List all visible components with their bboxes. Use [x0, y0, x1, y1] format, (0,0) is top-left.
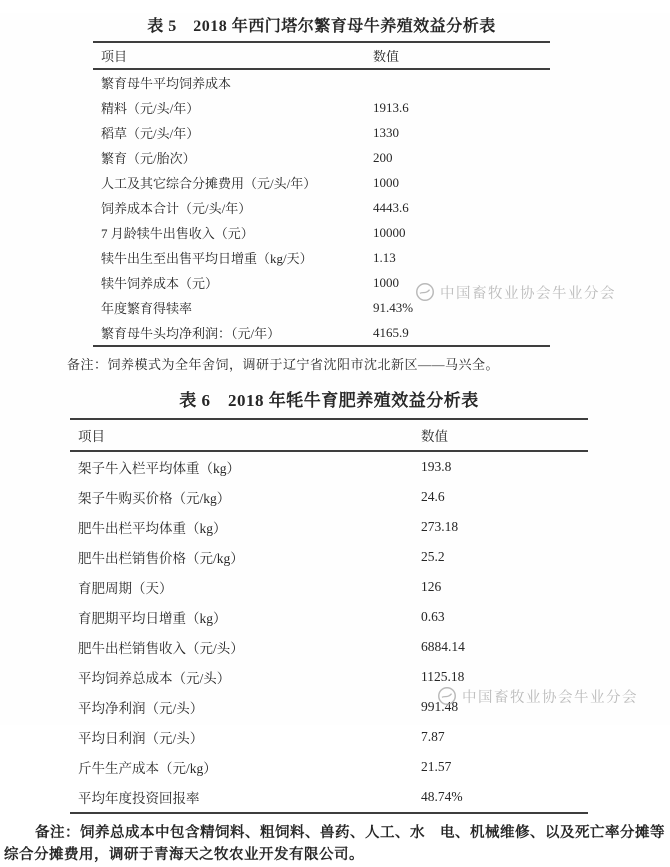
table-row — [70, 451, 588, 482]
item-label: 架子牛购买价格（元/kg） — [78, 491, 231, 506]
item-label: 精料（元/头/年） — [101, 101, 200, 116]
table-row — [70, 572, 588, 602]
item-value: 48.74% — [421, 789, 463, 804]
table-row — [70, 632, 588, 662]
table5-header-row — [93, 42, 550, 69]
item-label: 7 月龄犊牛出售收入（元） — [101, 226, 254, 241]
item-value: 1.13 — [373, 249, 396, 265]
item-label: 斤牛生产成本（元/kg） — [78, 761, 217, 776]
item-value: 193.8 — [421, 459, 452, 474]
item-value: 0.63 — [421, 609, 445, 624]
item-label: 肥牛出栏平均体重（kg） — [78, 521, 227, 536]
item-label: 犊牛饲养成本（元） — [101, 276, 219, 291]
table-row — [70, 662, 588, 692]
item-label: 平均年度投资回报率 — [78, 791, 200, 806]
table-row — [93, 245, 550, 270]
table6 — [70, 418, 588, 814]
table6-note: 备注：饲养总成本中包含精饲料、粗饲料、兽药、人工、水 电、机械维修、以及死亡率分摊等综合分摊费用，调研于青海天之牧农业开发有限公司。 — [4, 825, 665, 863]
item-value: 1330 — [373, 124, 399, 140]
item-label: 肥牛出栏销售收入（元/头） — [78, 641, 244, 656]
item-label: 饲养成本合计（元/头/年） — [101, 201, 252, 216]
item-label: 稻草（元/头/年） — [101, 126, 200, 141]
table-row — [70, 692, 588, 722]
table-row — [93, 69, 550, 95]
item-value: 24.6 — [421, 489, 445, 504]
table-row — [70, 722, 588, 752]
item-value: 21.57 — [421, 759, 452, 774]
table6-title: 表 6 2018 年牦牛育肥养殖效益分析表 — [179, 391, 479, 410]
watermark-text: 中国畜牧业协会牛业分会 — [440, 285, 616, 302]
item-value: 991.48 — [421, 699, 459, 714]
item-label: 育肥周期（天） — [78, 581, 173, 596]
item-value: 126 — [421, 579, 442, 594]
item-value: 10000 — [373, 224, 406, 240]
column-header-value: 数值 — [421, 429, 448, 444]
table-row — [93, 145, 550, 170]
item-label: 繁育（元/胎次） — [101, 151, 196, 166]
column-header-item: 项目 — [78, 429, 105, 444]
item-value: 4165.9 — [373, 324, 409, 340]
item-label: 平均净利润（元/头） — [78, 701, 204, 716]
table-row — [93, 270, 550, 295]
table-row — [70, 482, 588, 512]
column-header-value: 数值 — [373, 49, 400, 64]
item-value: 200 — [373, 149, 393, 165]
column-header-item: 项目 — [101, 49, 128, 64]
item-value: 273.18 — [421, 519, 459, 534]
item-value: 1913.6 — [373, 99, 409, 115]
table5-note: 备注：饲养模式为全年舍饲，调研于辽宁省沈阳市沈北新区——马兴全。 — [67, 357, 500, 372]
document-page — [0, 13, 670, 863]
item-label: 平均饲养总成本（元/头） — [78, 671, 231, 686]
watermark-text: 中国畜牧业协会牛业分会 — [462, 689, 638, 706]
item-value: 1000 — [373, 274, 399, 290]
item-label: 架子牛入栏平均体重（kg） — [78, 461, 240, 476]
table-row — [70, 602, 588, 632]
item-value: 1000 — [373, 174, 399, 190]
item-value — [365, 69, 550, 95]
table-row — [93, 170, 550, 195]
item-label: 肥牛出栏销售价格（元/kg） — [78, 551, 244, 566]
item-label: 繁育母牛平均饲养成本 — [101, 76, 232, 91]
table-row — [93, 95, 550, 120]
item-label: 繁育母牛头均净利润：（元/年） — [101, 326, 281, 341]
table6-header-row — [70, 419, 588, 451]
table5 — [93, 41, 550, 347]
item-value: 7.87 — [421, 729, 445, 744]
table5-title: 表 5 2018 年西门塔尔繁育母牛养殖效益分析表 — [147, 18, 496, 35]
table-row — [70, 542, 588, 572]
item-label: 育肥期平均日增重（kg） — [78, 611, 227, 626]
table-row — [93, 320, 550, 346]
item-label: 犊牛出生至出售平均日增重（kg/天） — [101, 251, 313, 266]
table-row — [93, 120, 550, 145]
item-value: 1125.18 — [421, 669, 465, 684]
item-value: 4443.6 — [373, 199, 409, 215]
table-row — [70, 752, 588, 782]
table-row — [93, 295, 550, 320]
item-value: 25.2 — [421, 549, 445, 564]
item-value: 91.43% — [373, 299, 414, 315]
item-label: 人工及其它综合分摊费用（元/头/年） — [101, 176, 317, 191]
table-row — [70, 512, 588, 542]
table-row — [70, 782, 588, 813]
item-label: 平均日利润（元/头） — [78, 731, 204, 746]
table-row — [93, 220, 550, 245]
item-value: 6884.14 — [421, 639, 465, 654]
item-label: 年度繁育得犊率 — [101, 301, 193, 316]
table-row — [93, 195, 550, 220]
